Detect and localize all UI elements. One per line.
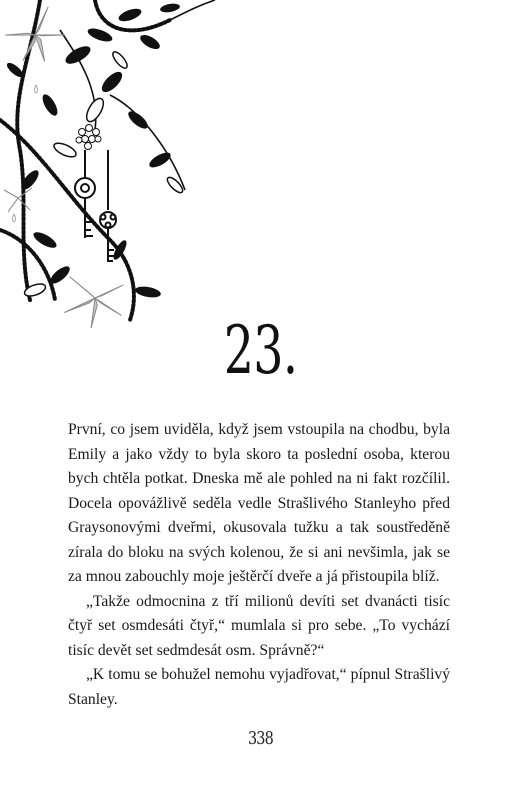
chapter-number — [73, 312, 448, 389]
paragraph: „K tomu se bohužel nemohu vyjadřovat,“ pípnul Strašlivý Stanley. — [68, 666, 450, 708]
berry-cluster-icon — [76, 125, 101, 150]
paragraph: První, co jsem uviděla, když jsem vstoupila na chodbu, byla Emily a jako vždy to byla skoro ta poslední osoba, kterou bych chtěla potkat. Dneska mě ale pohled na ni fakt rozčílil. Docela opovážlivě seděla vedle Strašlivého Stanleyho před Graysonovými dveřmi, okusovala tužku a tak soustředěně zírala do bloku na svých kolenou, že si ani nevšimla, jak se za mnou zabouchly moje ještěrčí dveře a já přistoupila blíž. — [68, 421, 450, 585]
chapter-number-text: 23. — [223, 312, 298, 389]
floral-ornament — [0, 0, 405, 330]
body-text — [68, 418, 450, 712]
lily-flower-icon — [1, 5, 129, 330]
paragraph: „Takže odmocnina z tří milionů devíti set dvanácti tisíc čtyř set osmdesáti čtyř,“ mumlala si pro sebe. „To vychází tisíc devět set sedmdesát osm. Správně?“ — [68, 592, 450, 659]
page-number: 338 — [247, 728, 274, 749]
